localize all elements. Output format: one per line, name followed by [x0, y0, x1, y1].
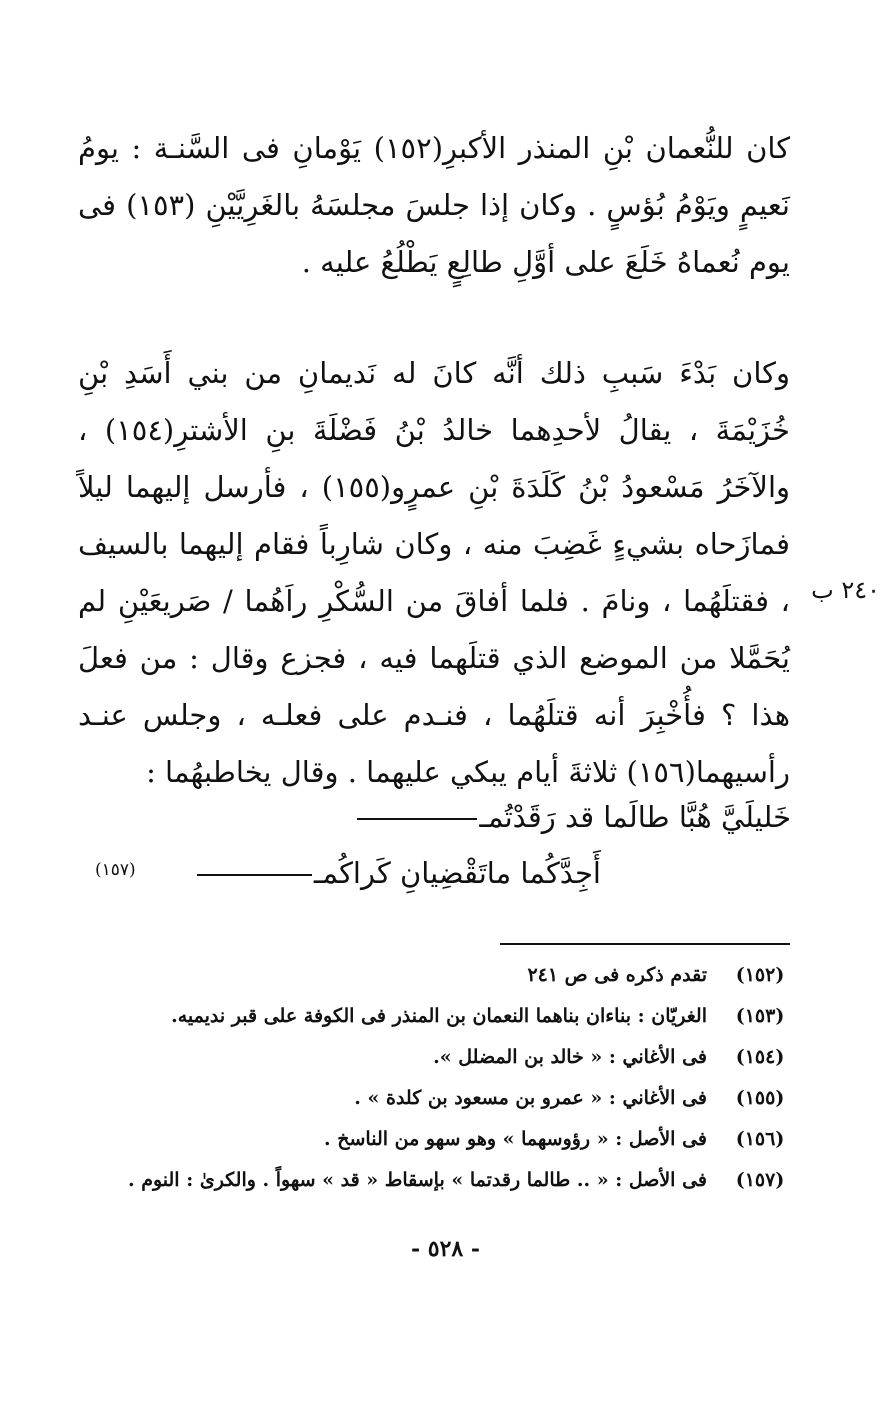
paragraph-1: كان للنُّعمان بْنِ المنذر الأكبرِ(١٥٢) يَوْمانِ فى السَّنـة : يومُ نَعيمٍ ويَوْمُ بُؤسٍ . وكان إذا جلسَ مجلسَهُ بالغَرِيَّيْنِ (١٥٣) فى يوم نُعماهُ خَلَعَ على أوَّلِ طالِعٍ يَطْلُعُ عليه . [78, 131, 791, 279]
footnote [110, 1037, 795, 1078]
verse-line-2 [197, 848, 601, 898]
verse-footnote-ref: (١٥٧) [95, 860, 136, 880]
footnote [110, 1078, 795, 1119]
verse-line-1 [357, 792, 791, 842]
footnote-separator [500, 943, 790, 945]
verse-line-2-rule [197, 874, 312, 876]
manuscript-folio-note: ٢٤٠ ب [811, 576, 880, 604]
footnote-number: (١٥٤) [735, 1046, 785, 1068]
verse-line-2-text: أَجِدَّكُما ماتَقْضِيانِ كَراكُمـ [313, 856, 601, 890]
footnotes [110, 955, 795, 1201]
footnote [110, 1160, 795, 1201]
footnote-text: فى الأصل : « رؤوسهما » وهو سهو من الناسخ . [324, 1128, 707, 1150]
footnote-text: فى الأغاني : « خالد بن المضلل ». [433, 1046, 707, 1068]
footnote-number: (١٥٦) [735, 1128, 785, 1150]
footnote-text: تقدم ذكره فى ص ٢٤١ [527, 964, 707, 986]
footnote-text: فى الأغاني : « عمرو بن مسعود بن كلدة » . [354, 1087, 707, 1109]
footnote-number: (١٥٣) [735, 1005, 785, 1027]
footnote-number: (١٥٥) [735, 1087, 785, 1109]
footnote-text: الغريّان : بناءان بناهما النعمان بن المنذر فى الكوفة على قبر نديميه. [171, 1005, 707, 1027]
footnote [110, 996, 795, 1037]
paragraph-2: وكان بَدْءَ سَببِ ذلك أنَّه كانَ له نَديمانِ من بني أَسَدِ بْنِ خُزَيْمَةَ ، يقالُ لأحدِهما خالدُ بْنُ فَضْلَةَ بنِ الأشترِ(١٥٤) ، والآخَرُ مَسْعودُ بْنُ كَلَدَةَ بْنِ عمرٍو(١٥٥) ، فأرسل إليهما ليلاً فمازَحاه بشيءٍ غَضِبَ منه ، وكان شارِباً فقام إليهما بالسيف ، فقتلَهُما ، ونامَ . فلما أفاقَ من السُّكْرِ راَهُما / صَريعَيْنِ لم يُحَمَّلا من الموضع الذي قتلَهما فيه ، فجزع وقال : من فعلَ هذا ؟ فأُخْبِرَ أنه قتلَهُما ، فنـدم على فعلـه ، وجلس عنـد رأسيهما(١٥٦) ثلاثةَ أيام يبكي عليهما . وقال يخاطبهُما : [78, 356, 791, 789]
footnote-number: (١٥٧) [735, 1169, 785, 1191]
footnote [110, 1119, 795, 1160]
footnote [110, 955, 795, 996]
footnote-text: فى الأصل : « .. طالما رقدتما » بإسقاط « قد » سهواً . والكرىٰ : النوم . [127, 1169, 707, 1191]
footnote-number: (١٥٢) [735, 964, 785, 986]
verse-line-1-text: خَليلَيَّ هُبَّا طالَما قد رَقَدْتُمـ [479, 800, 791, 834]
verse-line-1-rule [357, 818, 477, 820]
page-number: - ٥٢٨ - [410, 1236, 481, 1262]
